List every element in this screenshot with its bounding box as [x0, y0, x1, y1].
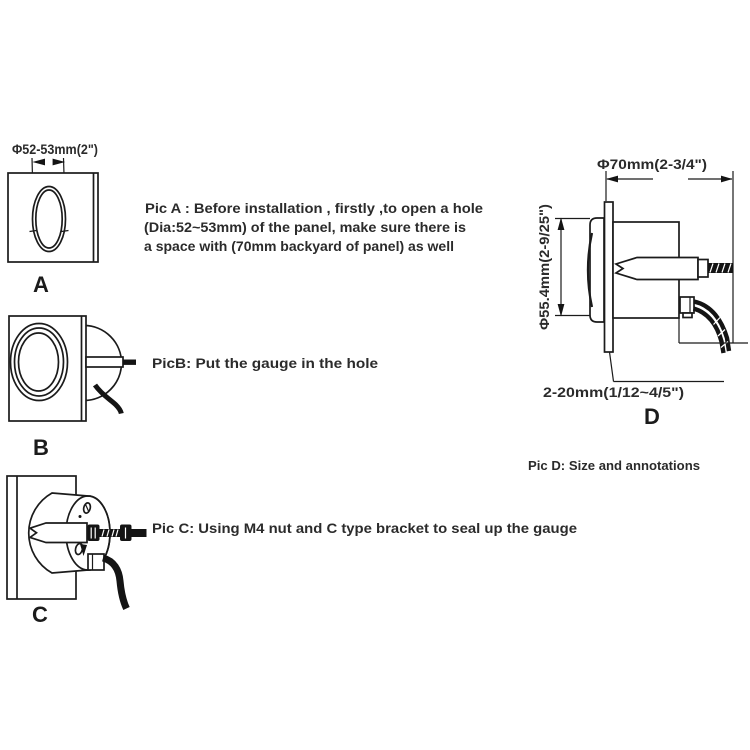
m4-nut-1 [88, 525, 100, 542]
mounting-stem [86, 357, 123, 367]
figure-b-letter: B [33, 435, 49, 460]
screw-dot [79, 515, 82, 518]
wire-connector-c [88, 554, 104, 570]
arrow-right-icon [721, 176, 733, 183]
dimension-line [555, 219, 590, 316]
c-bracket [30, 523, 87, 543]
caption-pic-b: PicB: Put the gauge in the hole [152, 356, 379, 371]
panel-front [8, 173, 98, 262]
arrow-left-icon [606, 176, 618, 183]
dim-label-panel-thickness: 2-20mm(1/12~4/5") [543, 384, 684, 400]
dim-label-depth: Φ70mm(2-3/4") [597, 157, 707, 172]
dim-label-diameter: Φ55.4mm(2-9/25") [537, 214, 552, 330]
caption-pic-c: Pic C: Using M4 nut and C type bracket to seal up the gauge [152, 521, 578, 536]
figure-d [537, 157, 748, 429]
panel-d [605, 202, 614, 352]
arrow-left-icon [32, 159, 45, 166]
wire-strand-2 [694, 309, 724, 354]
caption-pic-a-line2: (Dia:52~53mm) of the panel, make sure there is [144, 220, 466, 235]
wire-connector-d [680, 297, 694, 313]
caption-pic-a [144, 201, 484, 254]
figure-b [9, 316, 136, 460]
arrow-down-icon [558, 304, 565, 317]
dim-label-hole-diameter: Φ52-53mm(2") [12, 142, 98, 157]
caption-pic-a-line1: Pic A : Before installation , firstly ,to open a hole [145, 201, 484, 216]
m4-nut-side [698, 260, 708, 278]
arrow-up-icon [558, 218, 565, 231]
threaded-stud [123, 360, 136, 365]
caption-pic-d: Pic D: Size and annotations [528, 458, 700, 473]
figure-a-letter: A [33, 272, 49, 297]
figure-c-letter: C [32, 602, 48, 627]
gauge-wire-c [103, 558, 127, 609]
figure-a [8, 142, 98, 297]
rod-end [132, 529, 147, 537]
connector-tab [683, 313, 692, 318]
figure-c [7, 476, 147, 627]
leader-line [610, 352, 725, 382]
caption-pic-a-line3: a space with (70mm backyard of panel) as well [144, 239, 454, 254]
figure-d-letter: D [644, 404, 660, 429]
c-bracket-side [616, 258, 698, 280]
